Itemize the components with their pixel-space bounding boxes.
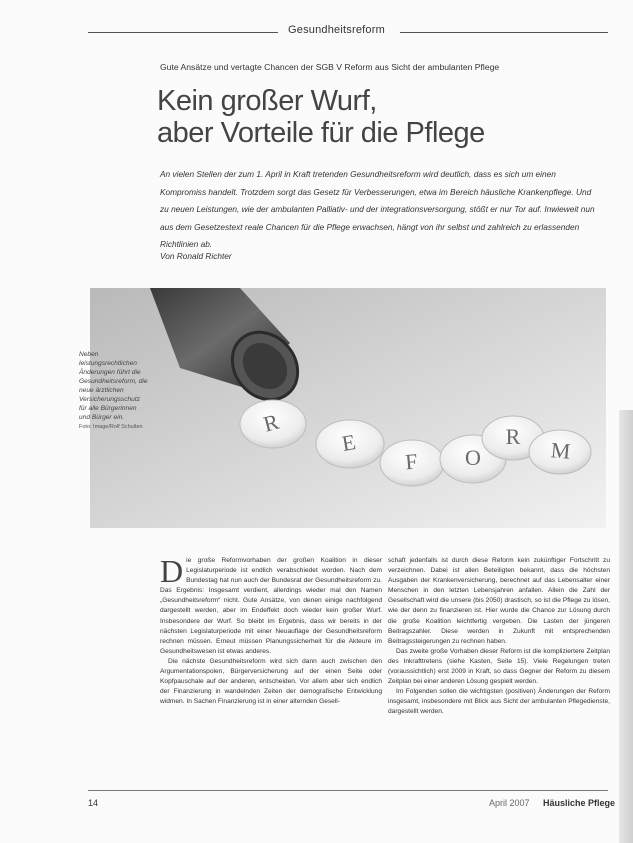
- drop-cap: D: [160, 553, 184, 589]
- header-rule-right: [400, 32, 608, 33]
- body-column-2: [388, 556, 610, 718]
- page-number: 14: [88, 798, 99, 808]
- article-title: [157, 85, 597, 149]
- header-rule-left: [88, 32, 278, 33]
- photo-caption: [79, 350, 149, 432]
- body-column-1: [160, 553, 382, 707]
- pill-letter: M: [549, 437, 572, 464]
- col2-paragraph-2: Das zweite große Vorhaben dieser Reform ist die kompliziertere Zeitplan des Inkrafttretens (siehe Kasten, Seite 15). Viele Regelungen treten (voraussichtlich) erst 2009 in Kraft, so dass Gegner der Reform zu diesem Zeitplan bei einer anderen Lösung gespielt werden.: [388, 647, 610, 686]
- section-label: Gesundheitsreform: [288, 24, 385, 36]
- magazine-name: Häusliche Pflege: [543, 798, 616, 808]
- col2-paragraph-1: schaft jedenfalls ist durch diese Reform kein zukünftiger Fortschritt zu verzeichnen. Dabei ist allen Beteiligten bekannt, dass die höchsten Ausgaben der Krankenversicherung, berechnet auf das Lebensalter einer Menschen in den letzten Lebensjahren anfallen. Allein die Zahl der Gesellschaft wird die unsere (bis 2050) drastisch, so ist die Pflege zu lösen, wie der denn zu finanzieren ist. Hier wurde die Chance zur Lösung durch die große Koalition leichtfertig vergeben. Die Lasten der jüngeren Beitragszahler. Diese werden in Zukunft mit entsprechenden Beitragssteigerungen zu rechnen haben.: [388, 557, 610, 645]
- photo-illustration: [90, 288, 606, 528]
- reform-pills-photo: [90, 288, 606, 528]
- pill-letter: F: [404, 448, 419, 475]
- issue-date: April 2007: [489, 798, 530, 808]
- section-header: [88, 22, 608, 38]
- article-lead: [160, 166, 600, 254]
- col1-paragraph-2: Die nächste Gesundheitsreform wird sich dann auch zwischen den Argumentationspolen, Bürgerversicherung auf der einen Seite oder Kopfpauschale auf der anderen, entscheiden. Vor allem aber sich endlich der Finanzierung in wandelnden Zeiten der demografische Entwicklung widmen. In Sachen Finanzierung ist in einer alternden Gesell-: [160, 657, 382, 706]
- byline: Von Ronald Richter: [160, 251, 232, 261]
- photo-credit: Foto: Image/Rolf Schulten: [79, 424, 143, 430]
- title-line-2: aber Vorteile für die Pflege: [157, 117, 485, 149]
- article-kicker: Gute Ansätze und vertagte Chancen der SGB V Reform aus Sicht der ambulanten Pflege: [160, 62, 500, 72]
- footer-rule: [88, 790, 608, 791]
- lead-text: An vielen Stellen der zum 1. April in Kraft tretenden Gesundheitsreform wird deutlich, dass es sich um einen Kompromiss handelt. Trotzdem sorgt das Gesetz für Verbesserungen, etwa im Bereich häusliche Krankenpflege. Und zu neuen Leistungen, wie der ambulanten Palliativ- und der integrationsversorgung, stößt er nur Tor auf. Inwieweit nun aus dem Gesetzestext reale Chancen für die Pflege erwachsen, hängt von ihr selbst und zahlreich zu erlassenden Richtlinien ab.: [160, 169, 595, 249]
- caption-text: Neben leistungsrechtlichen Änderungen führt die Gesundheitsreform, die neue ärztlichen Versicherungsschutz für alle Bürgerinnen und Bürger ein.: [79, 351, 148, 421]
- pill-letter: O: [465, 445, 481, 470]
- pill-letter: E: [339, 429, 358, 457]
- title-line-1: Kein großer Wurf,: [157, 85, 377, 117]
- col2-paragraph-3: Im Folgenden sollen die wichtigsten (positiven) Änderungen der Reform insgesamt, insbesondere mit Blick aus Sicht der ambulanten Pflegedienste, dargestellt werden.: [388, 688, 610, 716]
- col1-paragraph-1: ie große Reformvorhaben der großen Koalition in dieser Legislaturperiode ist endlich verabschiedet worden. Nach dem Bundestag hat nun auch der Bundesrat der Gesundheitsreform zu. Das Ergebnis: Insgesamt verdient, allerdings wieder mal den Namen „Gesundheitsreform“ nicht. Gute Ansätze, von denen einige nachfolgend dargestellt werden, aber im Endeffekt doch wieder kein großer Wurf. Insbesondere der Wurf. So bleibt im Ergebnis, dass wir bereits in der nächsten Legislaturperiode mit einer Neuauflage der Gesundheitsreform rechnen müssen. Erneut müssen Planungssicherheit für die Akteure im Gesundheitswesen ist etwas anderes.: [160, 557, 382, 655]
- pill-letter: R: [260, 408, 282, 437]
- pill-letter: R: [505, 424, 521, 449]
